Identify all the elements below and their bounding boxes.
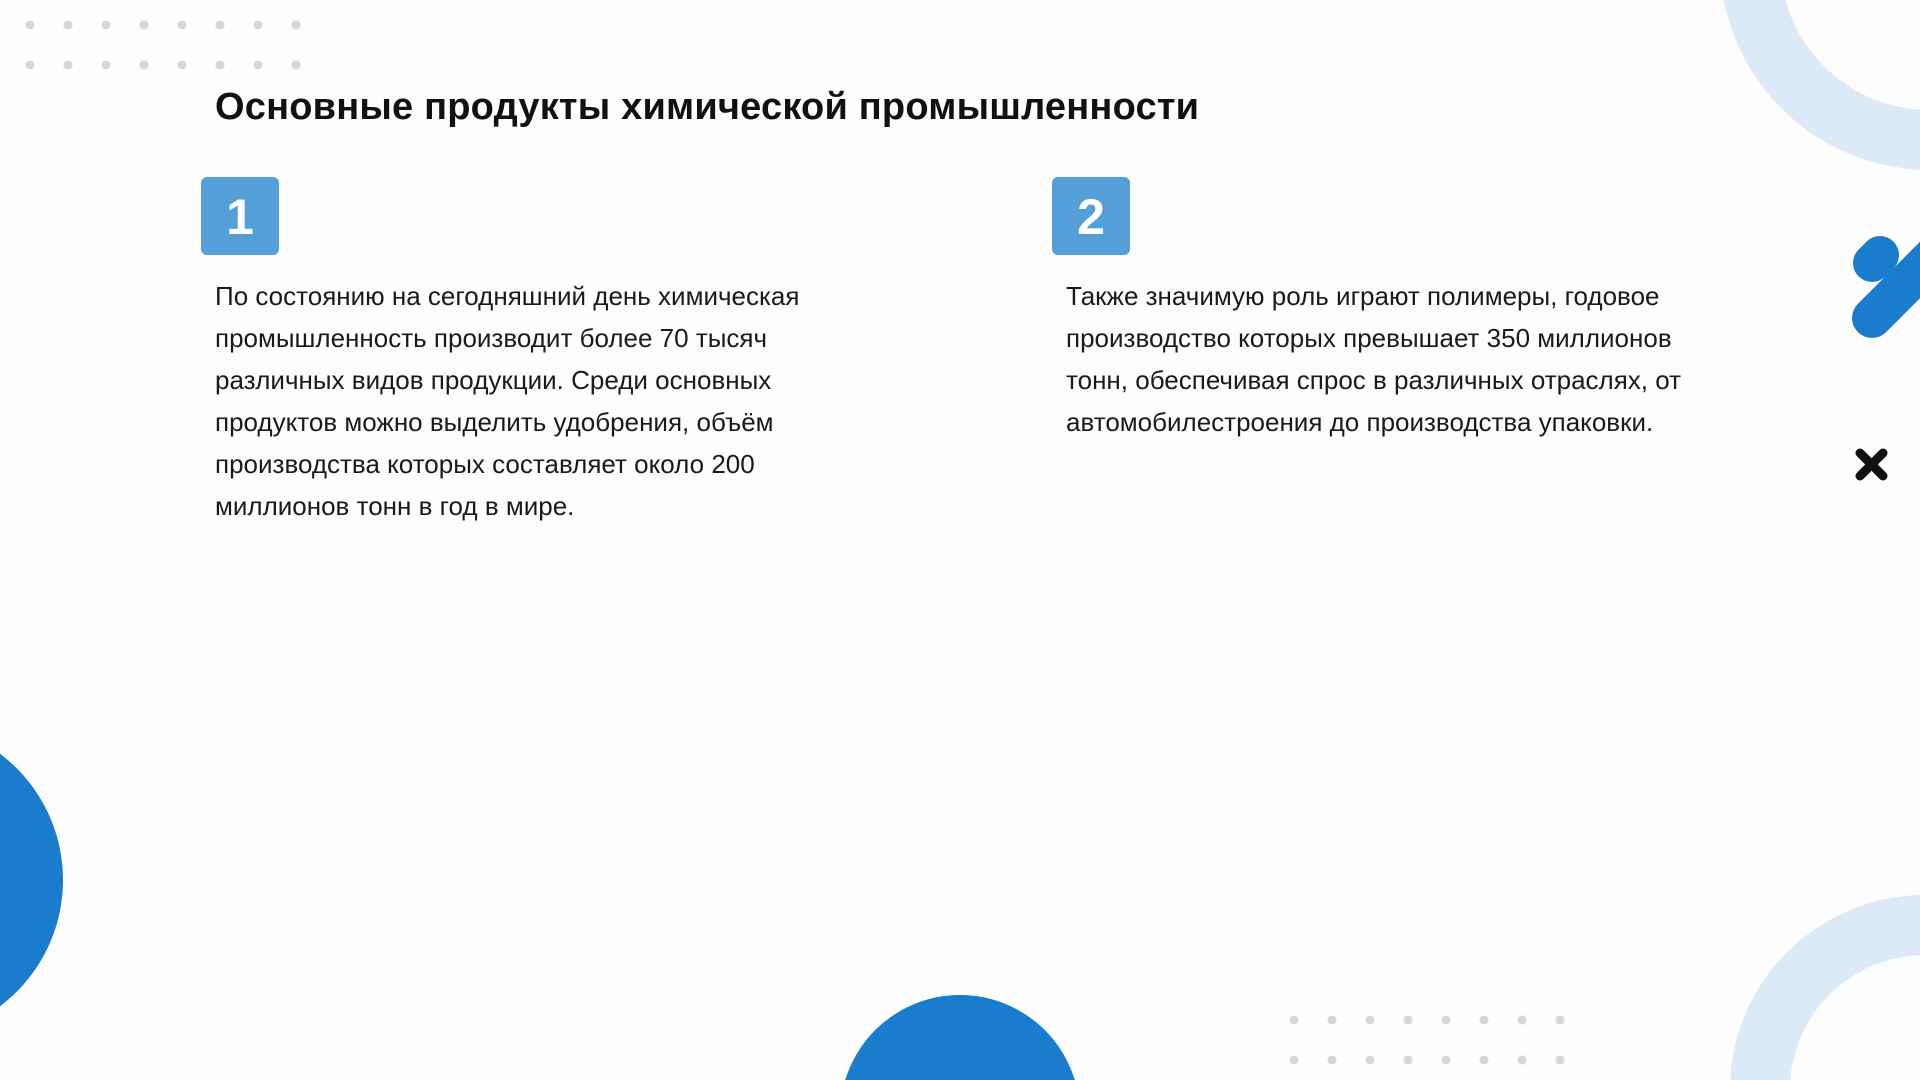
dot	[1518, 1016, 1527, 1025]
half-circle-left	[0, 722, 63, 1038]
dot	[292, 21, 301, 30]
dot	[216, 61, 225, 70]
dot	[140, 61, 149, 70]
dot	[26, 61, 35, 70]
dot	[1442, 1056, 1451, 1065]
dot	[1290, 1016, 1299, 1025]
dot	[1290, 1056, 1299, 1065]
dot	[1556, 1016, 1565, 1025]
dot	[178, 21, 187, 30]
item-text-1: По состоянию на сегодняшний день химическая промышленность производит более 70 тысяч различных видов продукции. Среди основных продуктов можно выделить удобрения, объём производства которых составляет около 200 миллионов тонн в год в мире.	[215, 281, 800, 521]
dot	[1328, 1056, 1337, 1065]
dot	[1518, 1056, 1527, 1065]
circle-bottom-center	[840, 995, 1080, 1080]
dot	[254, 21, 263, 30]
close-icon	[1860, 453, 1883, 476]
dot	[64, 61, 73, 70]
dot	[178, 61, 187, 70]
dot	[1442, 1016, 1451, 1025]
dot	[1556, 1056, 1565, 1065]
item-number-badge-2: 2	[1052, 177, 1130, 255]
ring-arc-bottom-right	[1760, 925, 1920, 1080]
item-text-2: Также значимую роль играют полимеры, годовое производство которых превышает 350 миллионов тонн, обеспечивая спрос в различных отраслях, от автомобилестроения до производства упаковки.	[1066, 281, 1682, 437]
dot	[102, 21, 111, 30]
dot	[1480, 1056, 1489, 1065]
diagonal-stroke	[1872, 255, 1880, 263]
item-number-badge-1: 1	[201, 177, 279, 255]
dot	[1404, 1016, 1413, 1025]
dot	[292, 61, 301, 70]
dot	[216, 21, 225, 30]
dot	[1480, 1016, 1489, 1025]
dot	[64, 21, 73, 30]
dot	[254, 61, 263, 70]
dot	[140, 21, 149, 30]
dot	[1366, 1016, 1375, 1025]
dot	[1404, 1056, 1413, 1065]
dot-grid-bottom	[1290, 1016, 1565, 1065]
dot	[1366, 1056, 1375, 1065]
ring-arc-top-right	[1750, 0, 1920, 140]
dot	[1328, 1016, 1337, 1025]
dot	[102, 61, 111, 70]
slide-title: Основные продукты химической промышленности	[215, 86, 1200, 128]
dot	[26, 21, 35, 30]
dot-grid-top-left	[26, 21, 301, 70]
